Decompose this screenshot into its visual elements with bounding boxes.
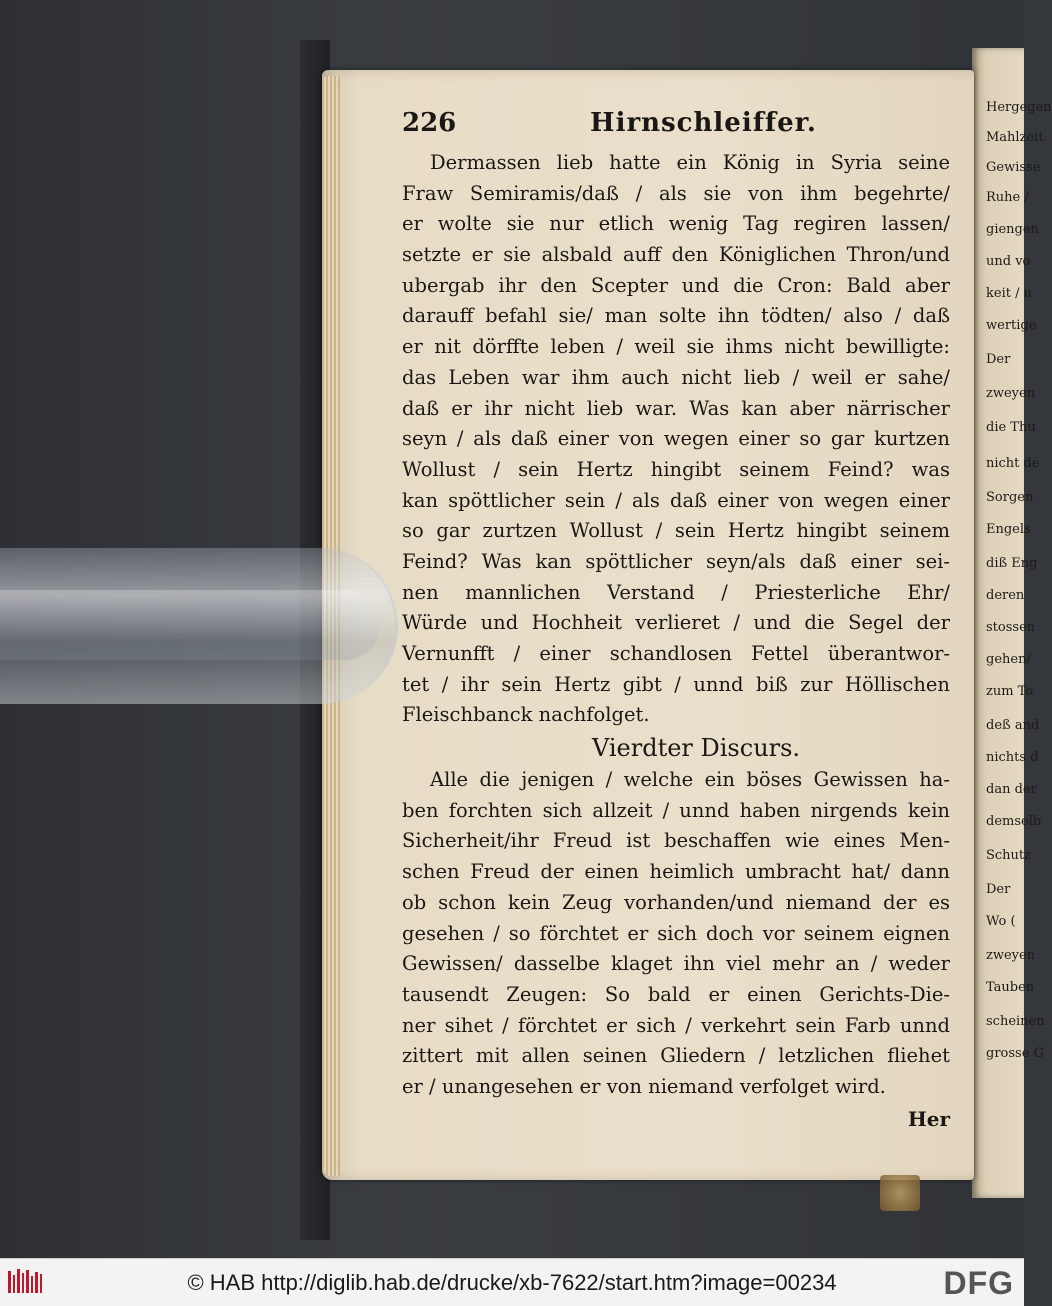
text-line: ner sihet / förchtet er sich / verkehrt sein Farb unnd <box>402 1013 950 1037</box>
text-line: Würde und Hochheit verlieret / und die Segel der <box>402 611 950 635</box>
text-line: kan spöttlicher sein / als daß einer von wegen einer <box>402 488 950 512</box>
text-line: zittert mit allen seinen Gliedern / letzlichen fliehet <box>402 1044 950 1068</box>
next-page-fragment: Ruhe / <box>986 190 1029 205</box>
next-page-edge <box>972 48 1052 1198</box>
text-line: seyn / als daß einer von wegen einer so gar kurtzen <box>402 427 950 451</box>
text-line: schen Freud der einen heimlich umbracht hat/ dann <box>402 860 950 884</box>
next-page-fragment: Mahlzeit <box>986 130 1044 145</box>
bookmark-ribbon-highlight <box>0 590 380 660</box>
footer-bar <box>0 1258 1024 1306</box>
next-page-fragment: nicht de <box>986 456 1040 471</box>
text-line: Dermassen lieb hatte ein König in Syria seine <box>430 151 950 174</box>
next-page-fragment: Tauben <box>986 980 1035 995</box>
next-page-fragment: keit / u <box>986 286 1032 301</box>
next-page-fragment: Der <box>986 352 1011 367</box>
next-page-fragment: und vo <box>986 254 1031 269</box>
text-line: gesehen / so förchtet er sich doch vor seinem eignen <box>402 921 950 945</box>
next-page-fragment: deren <box>986 588 1025 603</box>
text-line: tet / ihr sein Hertz gibt / unnd biß zur Höllischen <box>402 672 950 696</box>
section-heading: Vierdter Discurs. <box>591 734 801 763</box>
text-line: er wolte sie nur etlich wenig Tag regiren lassen/ <box>402 212 950 236</box>
next-page-fragment: die Thu <box>986 420 1036 435</box>
next-page-fragment: deß and <box>986 718 1040 733</box>
catchword: Her <box>907 1106 950 1131</box>
text-line: Vernunfft / einer schandlosen Fettel überantwor- <box>402 642 950 665</box>
next-page-fragment: diß Eng <box>986 556 1038 571</box>
dfg-logo: DFG <box>943 1265 1014 1301</box>
text-line: er / unangesehen er von niemand verfolget wird. <box>402 1074 886 1098</box>
text-line: ubergab ihr den Scepter und die Cron: Bald aber <box>402 273 950 297</box>
next-page-fragment: zum To <box>986 684 1034 699</box>
text-line: so gar zurtzen Wollust / sein Hertz hingibt seinem <box>402 519 950 543</box>
next-page-fragment: grosse G <box>986 1046 1044 1061</box>
next-page-fragment: wertige <box>986 318 1037 333</box>
running-title: Hirnschleiffer. <box>590 108 817 138</box>
text-line: Feind? Was kan spöttlicher seyn/als daß einer sei- <box>402 549 950 573</box>
text-line: das Leben war ihm auch nicht lieb / weil er sahe/ <box>402 365 950 389</box>
text-line: daß er ihr nicht lieb war. Was kan aber närrischer <box>402 396 950 420</box>
next-page-fragment: Engels <box>986 522 1031 537</box>
page-text-block <box>402 108 950 1135</box>
footer-credit-link[interactable]: © HAB http://diglib.hab.de/drucke/xb-7622/start.htm?image=00234 <box>187 1270 837 1295</box>
text-line: Gewissen/ dasselbe klaget ihn viel mehr an / weder <box>402 952 950 976</box>
next-page-fragment: nichts d <box>986 750 1039 765</box>
book-clasp <box>880 1175 920 1211</box>
text-line: er nit dörffte leben / weil sie ihms nicht bewilligte: <box>402 335 950 359</box>
text-line: Alle die jenigen / welche ein böses Gewissen ha- <box>430 768 950 792</box>
next-page-fragment: dan der <box>986 782 1037 797</box>
text-line: setzte er sie alsbald auff den Königlichen Thron/und <box>402 243 950 267</box>
next-page-fragment: Sorgen <box>986 490 1034 505</box>
text-line: nen mannlichen Verstand / Priesterliche Ehr/ <box>402 580 950 604</box>
page-header <box>402 108 950 148</box>
text-line: Fleischbanck nachfolget. <box>402 703 650 727</box>
next-page-fragment: scheinen <box>986 1014 1045 1029</box>
text-line: darauff befahl sie/ man solte ihn tödten/ also / daß <box>402 304 950 328</box>
page-number: 226 <box>402 108 457 138</box>
text-line: Fraw Semiramis/daß / als sie von ihm begehrte/ <box>402 181 950 205</box>
next-page-fragment: Schutz <box>986 848 1032 863</box>
text-line: ben forchten sich allzeit / unnd haben nirgends kein <box>402 798 950 822</box>
next-page-fragment: demselb <box>986 814 1042 829</box>
next-page-fragment: zweyen <box>986 386 1036 401</box>
next-page-fragment: gehen/ <box>986 652 1031 667</box>
next-page-fragment: Wo ( <box>986 914 1016 929</box>
next-page-fragment: zweyen <box>986 948 1036 963</box>
next-page-fragment: Der <box>986 882 1011 897</box>
text-line: Sicherheit/ihr Freud ist beschaffen wie eines Men- <box>402 829 950 853</box>
paragraph-2 <box>402 765 950 1103</box>
next-page-fragment: stossen <box>986 620 1036 635</box>
next-page-fragment: Gewisse <box>986 160 1041 175</box>
text-line: tausendt Zeugen: So bald er einen Gerichts-Die- <box>402 982 950 1006</box>
next-page-fragment: giengen <box>986 222 1039 237</box>
text-line: Wollust / sein Hertz hingibt seinem Feind? was <box>402 457 950 481</box>
next-page-fragment: Hergegen <box>986 100 1052 115</box>
paragraph-1 <box>402 148 950 731</box>
text-line: ob schon kein Zeug vorhanden/und niemand der es <box>402 890 950 914</box>
